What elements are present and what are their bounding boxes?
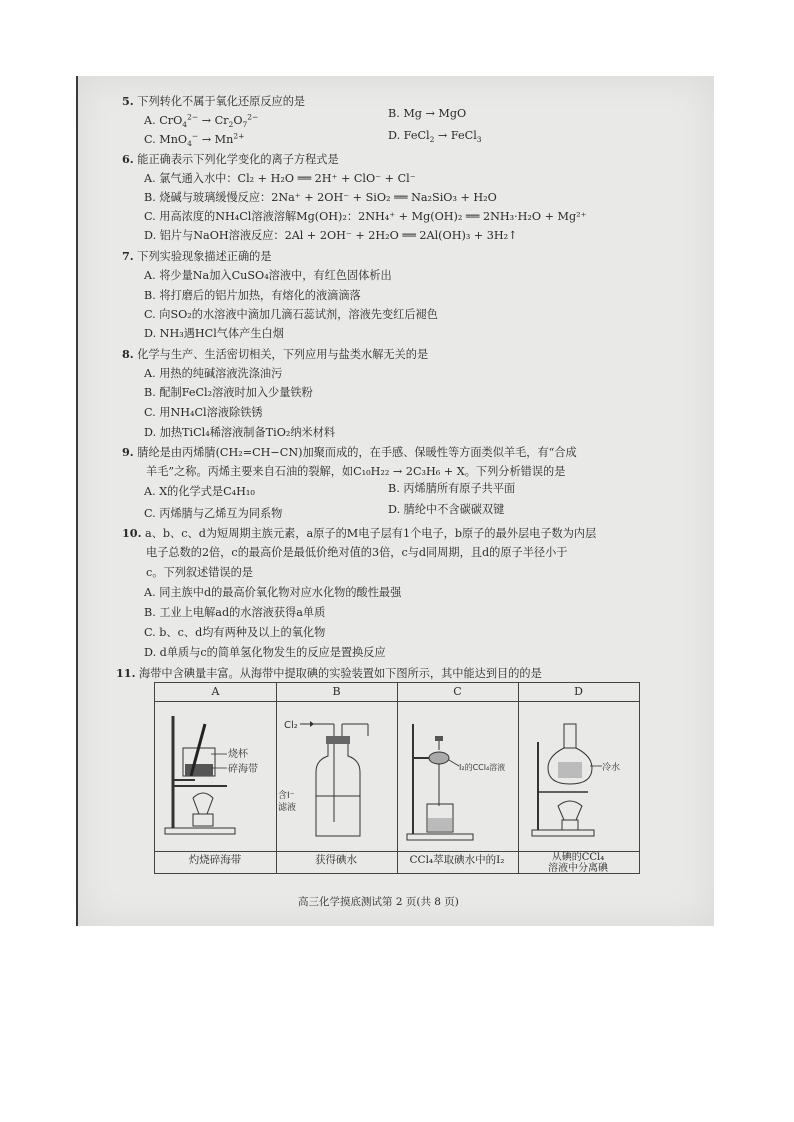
apparatus-c (397, 702, 517, 852)
separation-apparatus (518, 702, 638, 852)
q8-option-b: B. 配制FeCl₂溶液时加入少量铁粉 (144, 386, 313, 399)
q7-option-a: A. 将少量Na加入CuSO₄溶液中，有红色固体析出 (144, 269, 392, 282)
label-beaker: 烧杯 (228, 749, 248, 760)
q10-option-d: D. d单质与c的简单氢化物发生的反应是置换反应 (144, 646, 386, 659)
label-cold-water: 冷水 (602, 763, 621, 773)
q10-option-c: C. b、c、d均有两种及以上的氧化物 (144, 626, 326, 639)
header-b: B (276, 683, 397, 702)
q10-option-b: B. 工业上电解ad的水溶液获得a单质 (144, 606, 326, 619)
caption-b: 获得碘水 (315, 854, 357, 866)
q9-option-d: D. 腈纶中不含碳碳双键 (388, 503, 505, 516)
q7-option-d: D. NH₃遇HCl气体产生白烟 (144, 327, 284, 340)
label-seaweed: 碎海带 (228, 764, 258, 775)
q11-stem: 11. 海带中含碘量丰富。从海带中提取碘的实验装置如下图所示，其中能达到目的的是 (116, 666, 542, 680)
caption-a: 灼烧碎海带 (188, 854, 242, 866)
q7-option-b: B. 将打磨后的铝片加热，有熔化的液滴滴落 (144, 289, 361, 302)
q8-option-d: D. 加热TiCl₄稀溶液制备TiO₂纳米材料 (144, 426, 336, 439)
burning-seaweed-apparatus (155, 702, 275, 852)
q7-option-c: C. 向SO₂的水溶液中滴加几滴石蕊试剂，溶液先变红后褪色 (144, 308, 438, 321)
q6-option-a: A. 氯气通入水中：Cl₂ + H₂O ══ 2H⁺ + ClO⁻ + Cl⁻ (144, 172, 416, 185)
q8-option-c: C. 用NH₄Cl溶液除铁锈 (144, 406, 263, 419)
q5-option-a: A. $CrO_4^{2-} \to Cr_2O_7^{2-}$ (144, 112, 259, 130)
label-cl2: Cl₂ (284, 720, 298, 731)
q9-option-c: C. 丙烯腈与乙烯互为同系物 (144, 507, 283, 520)
q6-stem: 6. 能正确表示下列化学变化的离子方程式是 (122, 152, 339, 166)
apparatus-a (155, 702, 275, 852)
separatory-funnel-apparatus (397, 702, 517, 852)
label-ccl4-solution: I₂的CCl₄溶液 (459, 763, 506, 772)
q8-stem: 8. 化学与生产、生活密切相关，下列应用与盐类水解无关的是 (122, 347, 429, 361)
header-c: C (397, 683, 518, 702)
q10-stem-line2: 电子总数的2倍，c的最高价是最低价绝对值的3倍，c与d同周期，且d的原子半径小于 (146, 546, 568, 559)
q9-stem-line1: 9. 腈纶是由丙烯腈(CH₂=CH−CN)加聚而成的，在手感、保暖性等方面类似羊毛，有“合成 (122, 445, 577, 459)
q5-option-b: B. Mg → MgO (388, 107, 467, 120)
q7-stem: 7. 下列实验现象描述正确的是 (122, 249, 272, 263)
chlorine-bottle-apparatus (276, 702, 396, 852)
apparatus-d (518, 702, 638, 852)
apparatus-b (276, 702, 396, 852)
caption-d: 从碘的CCl₄ 溶液中分离碘 (548, 852, 608, 874)
header-d: D (518, 683, 639, 702)
q5-option-c: C. $MnO_4^- \to Mn^{2+}$ (144, 131, 245, 149)
q9-option-a: A. X的化学式是C₄H₁₀ (144, 485, 255, 498)
q10-stem-line3: c。下列叙述错误的是 (146, 566, 253, 579)
q6-option-d: D. 铝片与NaOH溶液反应：2Al + 2OH⁻ + 2H₂O ══ 2Al(OH)₃ + 3H₂↑ (144, 229, 518, 242)
q8-option-a: A. 用热的纯碱溶液洗涤油污 (144, 367, 283, 380)
q5-stem: 5. 下列转化不属于氧化还原反应的是 (122, 94, 306, 108)
q9-option-b: B. 丙烯腈所有原子共平面 (388, 482, 516, 495)
caption-c: CCl₄萃取碘水中的I₂ (409, 854, 505, 866)
q6-option-c: C. 用高浓度的NH₄Cl溶液溶解Mg(OH)₂：2NH₄⁺ + Mg(OH)₂ ══ 2NH₃·H₂O + Mg²⁺ (144, 210, 587, 223)
page-footer: 高三化学摸底测试第 2 页(共 8 页) (298, 896, 459, 908)
q10-stem-line1: 10. a、b、c、d为短周期主族元素，a原子的M电子层有1个电子，b原子的最外层电子数为内层 (122, 526, 597, 540)
header-a: A (155, 683, 276, 702)
q9-stem-line2: 羊毛”之称。丙烯主要来自石油的裂解，如C₁₀H₂₂ → 2C₃H₆ + X。下列分析错误的是 (146, 465, 566, 478)
q10-option-a: A. 同主族中d的最高价氧化物对应水化物的酸性最强 (144, 586, 402, 599)
exam-page (76, 76, 714, 926)
apparatus-table (154, 682, 640, 874)
q5-option-d: D. FeCl$_2$ → FeCl$_3$ (388, 129, 482, 145)
label-filtrate-line2: 滤液 (278, 803, 297, 813)
label-filtrate-line1: 含I⁻ (278, 791, 295, 801)
q6-option-b: B. 烧碱与玻璃缓慢反应：2Na⁺ + 2OH⁻ + SiO₂ ══ Na₂SiO₃ + H₂O (144, 191, 497, 204)
